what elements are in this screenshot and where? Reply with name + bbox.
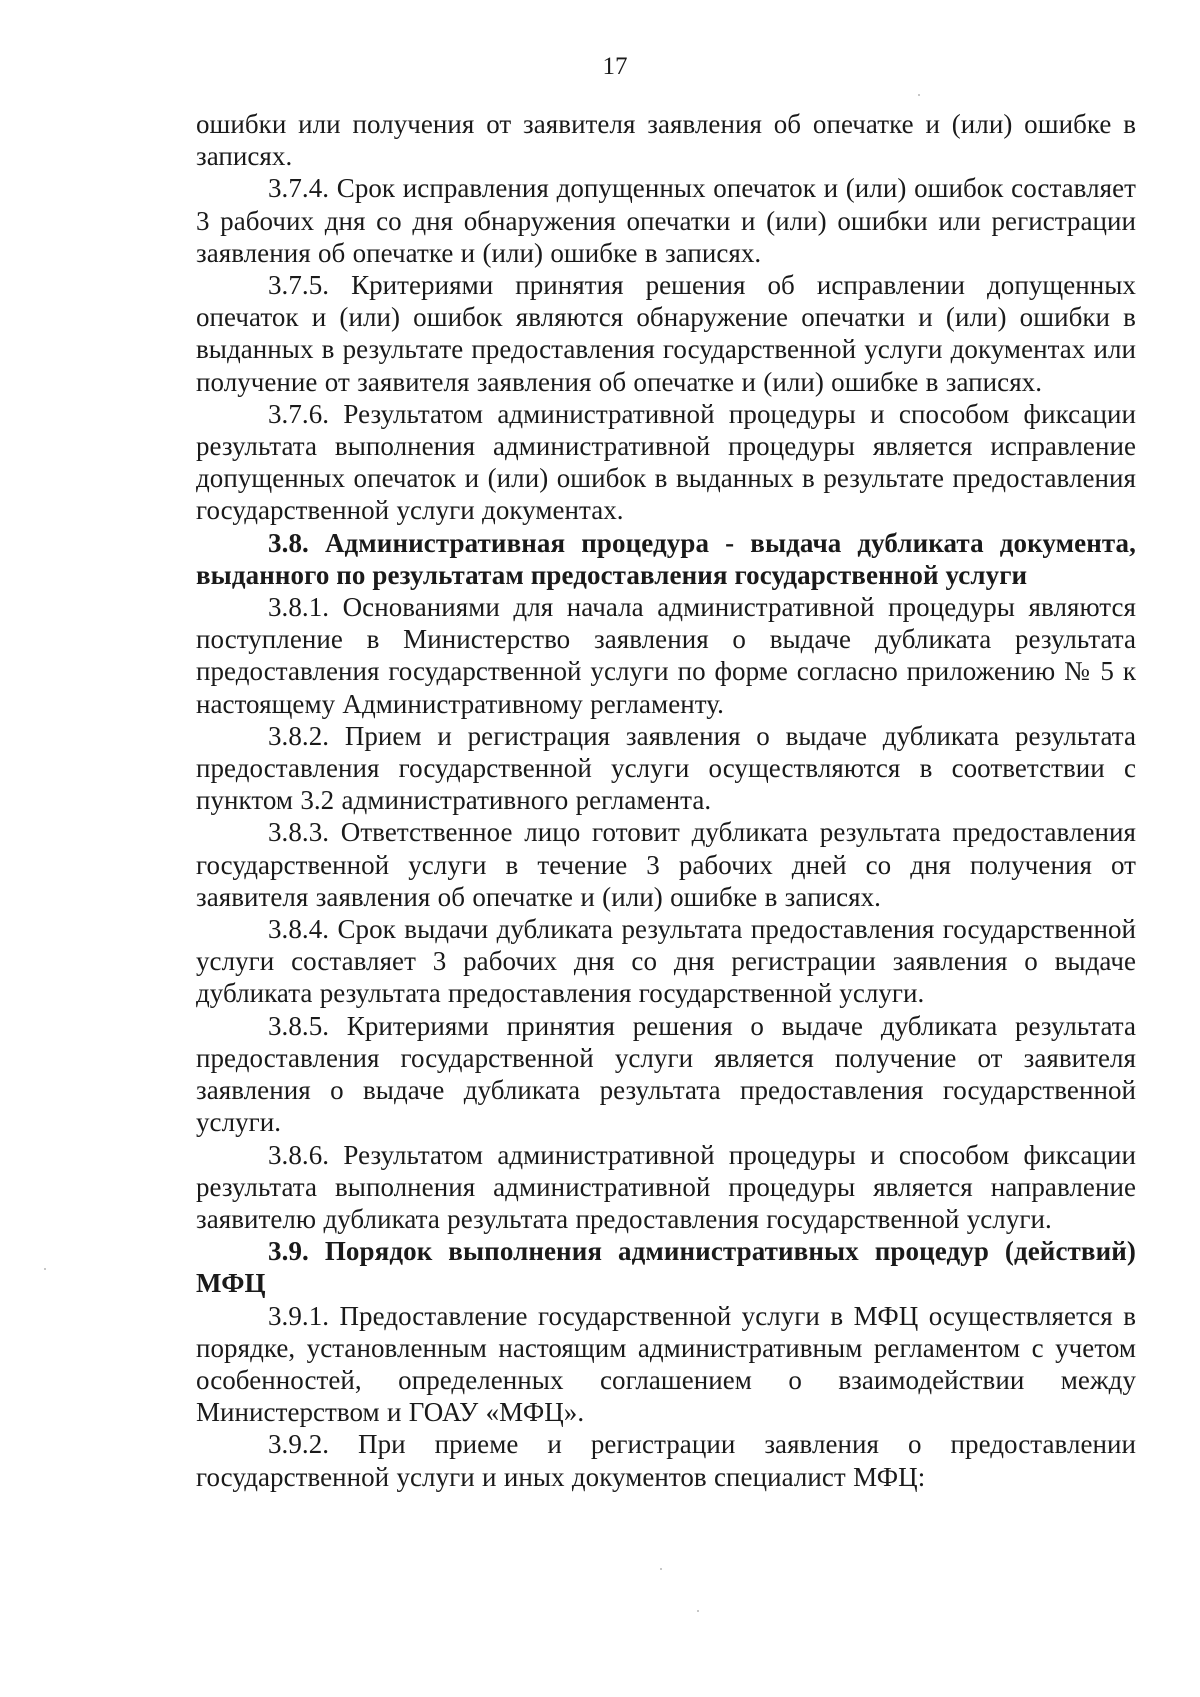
paragraph-3-8-6: 3.8.6. Результатом административной процедуры и способом фиксации результата выполнения административной процедуры является направление заявителю дубликата результата предоставления государственной услуги. bbox=[196, 1139, 1136, 1234]
scan-speck bbox=[697, 1610, 699, 1612]
paragraph-3-7-5: 3.7.5. Критериями принятия решения об исправлении допущенных опечаток и (или) ошибок являются обнаружение опечатки и (или) ошибки в выданных в результате предоставления государственной услуги документах или получение от заявителя заявления об опечатке и (или) ошибке в записях. bbox=[196, 270, 1136, 397]
paragraph-3-8-5: 3.8.5. Критериями принятия решения о выдаче дубликата результата предоставления государственной услуги является получение от заявителя заявления о выдаче дубликата результата предоставления государственной услуги. bbox=[196, 1010, 1136, 1138]
section-heading-3-9: 3.9. Порядок выполнения административных процедур (действий) МФЦ bbox=[196, 1236, 1136, 1299]
paragraph-3-8-1: 3.8.1. Основаниями для начала административной процедуры являются поступление в Министерство заявления о выдаче дубликата результата предоставления государственной услуги по форме согласно приложению № 5 к настоящему Административному регламенту. bbox=[196, 592, 1136, 719]
paragraph-3-8-3: 3.8.3. Ответственное лицо готовит дубликата результата предоставления государственной услуги в течение 3 рабочих дней со дня получения от заявителя заявления об опечатке и (или) ошибке в записях. bbox=[196, 817, 1136, 912]
document-body bbox=[196, 108, 1136, 1493]
paragraph-3-9-1: 3.9.1. Предоставление государственной услуги в МФЦ осуществляется в порядке, установленным настоящим административным регламентом с учетом особенностей, определенных соглашением о взаимодействии между Министерством и ГОАУ «МФЦ». bbox=[196, 1300, 1136, 1428]
paragraph-3-9-2: 3.9.2. При приеме и регистрации заявления о предоставлении государственной услуги и иных документов специалист МФЦ: bbox=[196, 1429, 1136, 1492]
scan-speck bbox=[44, 1268, 46, 1270]
page-number: 17 bbox=[602, 53, 628, 80]
scan-speck bbox=[918, 94, 920, 96]
scan-speck bbox=[660, 1568, 662, 1570]
paragraph-continuation: ошибки или получения от заявителя заявления об опечатке и (или) ошибке в записях. bbox=[196, 109, 1136, 172]
paragraph-3-7-4: 3.7.4. Срок исправления допущенных опечаток и (или) ошибок составляет 3 рабочих дня со дня обнаружения опечатки и (или) ошибки или регистрации заявления об опечатке и (или) ошибке в записях. bbox=[196, 173, 1136, 268]
section-heading-3-8: 3.8. Административная процедура - выдача дубликата документа, выданного по результатам предоставления государственной услуги bbox=[196, 527, 1136, 590]
paragraph-3-7-6: 3.7.6. Результатом административной процедуры и способом фиксации результата выполнения административной процедуры является исправление допущенных опечаток и (или) ошибок в выданных в результате предоставления государственной услуги документах. bbox=[196, 398, 1136, 526]
paragraph-3-8-2: 3.8.2. Прием и регистрация заявления о выдаче дубликата результата предоставления государственной услуги осуществляются в соответствии с пунктом 3.2 административного регламента. bbox=[196, 720, 1136, 816]
paragraph-3-8-4: 3.8.4. Срок выдачи дубликата результата предоставления государственной услуги составляет 3 рабочих дня со дня регистрации заявления о выдаче дубликата результата предоставления государственной услуги. bbox=[196, 914, 1136, 1009]
